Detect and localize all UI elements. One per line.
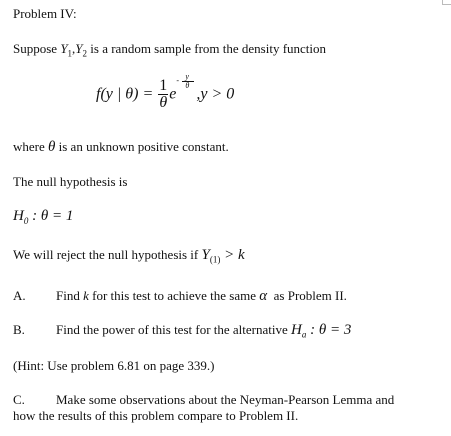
- sub-2: 2: [82, 48, 88, 59]
- formula-exponent: [176, 72, 196, 94]
- null-sub: 0: [23, 216, 29, 226]
- reject-y: Y: [201, 247, 210, 263]
- hint-text: (Hint: Use problem 6.81 on page 339.): [13, 358, 215, 373]
- item-b-rest: : θ = 3: [306, 322, 352, 338]
- intro-suffix: is a random sample from the density function: [87, 41, 327, 56]
- item-b-label: B.: [13, 322, 25, 337]
- exp-minus: -: [176, 76, 180, 85]
- where-suffix: is an unknown positive constant.: [55, 139, 229, 154]
- item-c-label: C.: [13, 392, 25, 407]
- null-hypothesis: [13, 208, 73, 224]
- item-b-sub: a: [301, 329, 307, 340]
- exp-denominator: θ: [185, 81, 190, 90]
- var-y1: Y: [60, 41, 68, 56]
- var-y2: Y: [75, 41, 83, 56]
- intro-prefix: Suppose: [13, 41, 61, 56]
- item-b-h: H: [291, 322, 302, 338]
- problem-heading: Problem IV:: [13, 6, 77, 21]
- null-rest: : θ = 1: [28, 208, 74, 224]
- reject-rest: > k: [220, 247, 245, 263]
- fraction-numerator: 1: [159, 77, 168, 94]
- reject-prefix: We will reject the null hypothesis if: [13, 247, 202, 262]
- item-a-label: A.: [13, 288, 26, 303]
- item-c-text: Make some observations about the Neyman-Pearson Lemma and: [56, 392, 395, 407]
- formula-e: e: [169, 85, 177, 103]
- item-b-text1: Find the power of this test for the alternative: [56, 322, 292, 337]
- sub-1: 1: [67, 48, 73, 59]
- item-a-text3: as Problem II.: [267, 288, 347, 303]
- null-h: H: [13, 208, 24, 224]
- formula-tail: ,y > 0: [196, 85, 235, 103]
- item-a-text2: for this test to achieve the same: [88, 288, 260, 303]
- density-formula: [96, 72, 235, 118]
- fraction-denominator: θ: [159, 94, 168, 111]
- item-a: [13, 288, 347, 304]
- intro-sep: ,: [72, 41, 76, 56]
- item-a-text1: Find: [56, 288, 84, 303]
- item-a-k: k: [83, 288, 89, 303]
- reject-sub: (1): [209, 254, 221, 265]
- reject-sentence: [13, 247, 245, 263]
- formula-lhs: f(y | θ) =: [96, 85, 154, 103]
- where-prefix: where: [13, 139, 49, 154]
- formula-fraction: [158, 78, 168, 111]
- item-c-continuation: how the results of this problem compare to Problem II.: [13, 408, 299, 423]
- page-corner-mark: [442, 0, 451, 5]
- where-sentence: [13, 139, 229, 155]
- exp-numerator: y: [185, 72, 189, 81]
- intro-sentence: [13, 41, 326, 57]
- item-b: [13, 322, 351, 338]
- theta-symbol: θ: [48, 139, 56, 155]
- item-c: [13, 392, 394, 408]
- null-label: The null hypothesis is: [13, 174, 128, 189]
- alpha-symbol: α: [259, 288, 268, 304]
